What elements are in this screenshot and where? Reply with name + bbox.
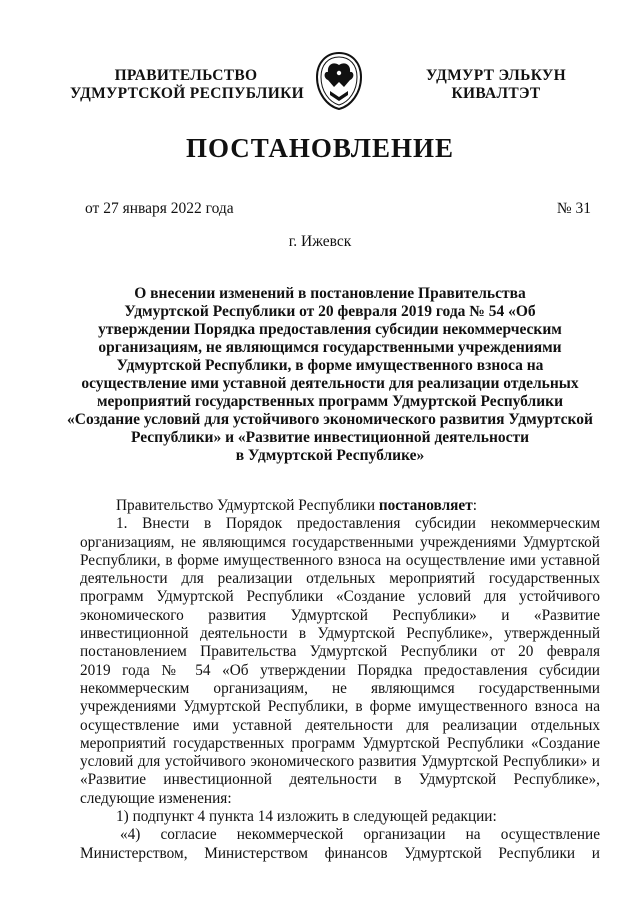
document-subject bbox=[60, 285, 600, 465]
issuer-line: УДМУРТ ЭЛЬКУН bbox=[426, 67, 566, 84]
subject-line: осуществление ими уставной деятельности для реализации отдельных bbox=[81, 375, 579, 392]
intro-colon: : bbox=[472, 497, 477, 514]
document-date: от 27 января 2022 года bbox=[85, 200, 234, 217]
subject-line: «Создание условий для устойчивого экономического развития Удмуртской bbox=[67, 411, 593, 428]
subject-line: Республики» и «Развитие инвестиционной деятельности bbox=[130, 429, 530, 446]
paragraph-line: постановлением Правительства Удмуртской Республики от 20 февраля bbox=[80, 643, 600, 661]
document-number: № 31 bbox=[556, 200, 591, 217]
paragraph-line: некоммерческим организациям, не являющимся государственными bbox=[80, 679, 600, 697]
subject-line: О внесении изменений в постановление Правительства bbox=[134, 285, 526, 302]
paragraph-line: осуществление ими уставной деятельности для реализации отдельных bbox=[80, 716, 600, 734]
paragraph-line: деятельности для реализации отдельных мероприятий государственных bbox=[80, 570, 600, 588]
issuer-line: УДМУРТСКОЙ РЕСПУБЛИКИ bbox=[70, 85, 305, 102]
paragraph-line: «Развитие инвестиционной деятельности в Удмуртской Республике», bbox=[80, 771, 600, 789]
subject-line: в Удмуртской Республике» bbox=[235, 447, 425, 464]
document-city: г. Ижевск bbox=[288, 233, 352, 250]
issuer-name-russian bbox=[70, 67, 305, 103]
paragraph-3 bbox=[80, 826, 600, 863]
paragraph-line: Министерством, Министерством финансов Удмуртской Республики и bbox=[80, 844, 600, 862]
issuer-line: КИВАЛТЭТ bbox=[451, 85, 541, 102]
paragraph-line: условий для устойчивого экономического развития Удмуртской Республики» и bbox=[80, 753, 600, 771]
paragraph-1 bbox=[80, 515, 600, 808]
intro-paragraph bbox=[80, 497, 600, 515]
paragraph-2: 1) подпункт 4 пункта 14 изложить в следующей редакции: bbox=[116, 808, 497, 826]
paragraph-line: Республики, в форме имущественного взноса на осуществление ими уставной bbox=[80, 551, 600, 569]
paragraph-line: инвестиционной деятельности в Удмуртской Республике», утвержденный bbox=[80, 625, 600, 643]
paragraph-line: 2019 года № 54 «Об утверждении Порядка предоставления субсидии bbox=[80, 661, 600, 679]
paragraph-line: экономического развития Удмуртской Республики» и «Развитие bbox=[80, 606, 600, 624]
issuer-name-udmurt bbox=[396, 67, 596, 103]
document-body bbox=[80, 497, 600, 863]
paragraph-line: «4) согласие некоммерческой организации на осуществление bbox=[120, 826, 600, 844]
subject-line: Удмуртской Республики, в форме имущественного взноса на bbox=[116, 357, 544, 374]
paragraph-line: 1. Внести в Порядок предоставления субсидии некоммерческим bbox=[116, 515, 600, 533]
subject-line: мероприятий государственных программ Удмуртской Республики bbox=[96, 393, 564, 410]
document-title: ПОСТАНОВЛЕНИЕ bbox=[185, 133, 455, 163]
subject-line: утверждении Порядка предоставления субсидии некоммерческим bbox=[98, 321, 562, 338]
coat-of-arms-emblem bbox=[314, 51, 364, 111]
paragraph-line: учреждениями Удмуртской Республики, в форме имущественного взноса на bbox=[80, 698, 600, 716]
intro-keyword: постановляет bbox=[378, 497, 473, 514]
intro-text: Правительство Удмуртской Республики bbox=[116, 497, 379, 514]
subject-line: Удмуртской Республики от 20 февраля 2019 года № 54 «Об bbox=[124, 303, 536, 320]
subject-line: организациям, не являющимся государственными учреждениями bbox=[98, 339, 562, 356]
issuer-line: ПРАВИТЕЛЬСТВО bbox=[114, 67, 258, 84]
paragraph-line: следующие изменения: bbox=[80, 789, 232, 807]
paragraph-line: организациям, не являющимся государственными учреждениями Удмуртской bbox=[80, 533, 600, 551]
paragraph-line: программ Удмуртской Республики «Создание условий для устойчивого bbox=[80, 588, 600, 606]
paragraph-line: мероприятий государственных программ Удмуртской Республики «Создание bbox=[80, 734, 600, 752]
